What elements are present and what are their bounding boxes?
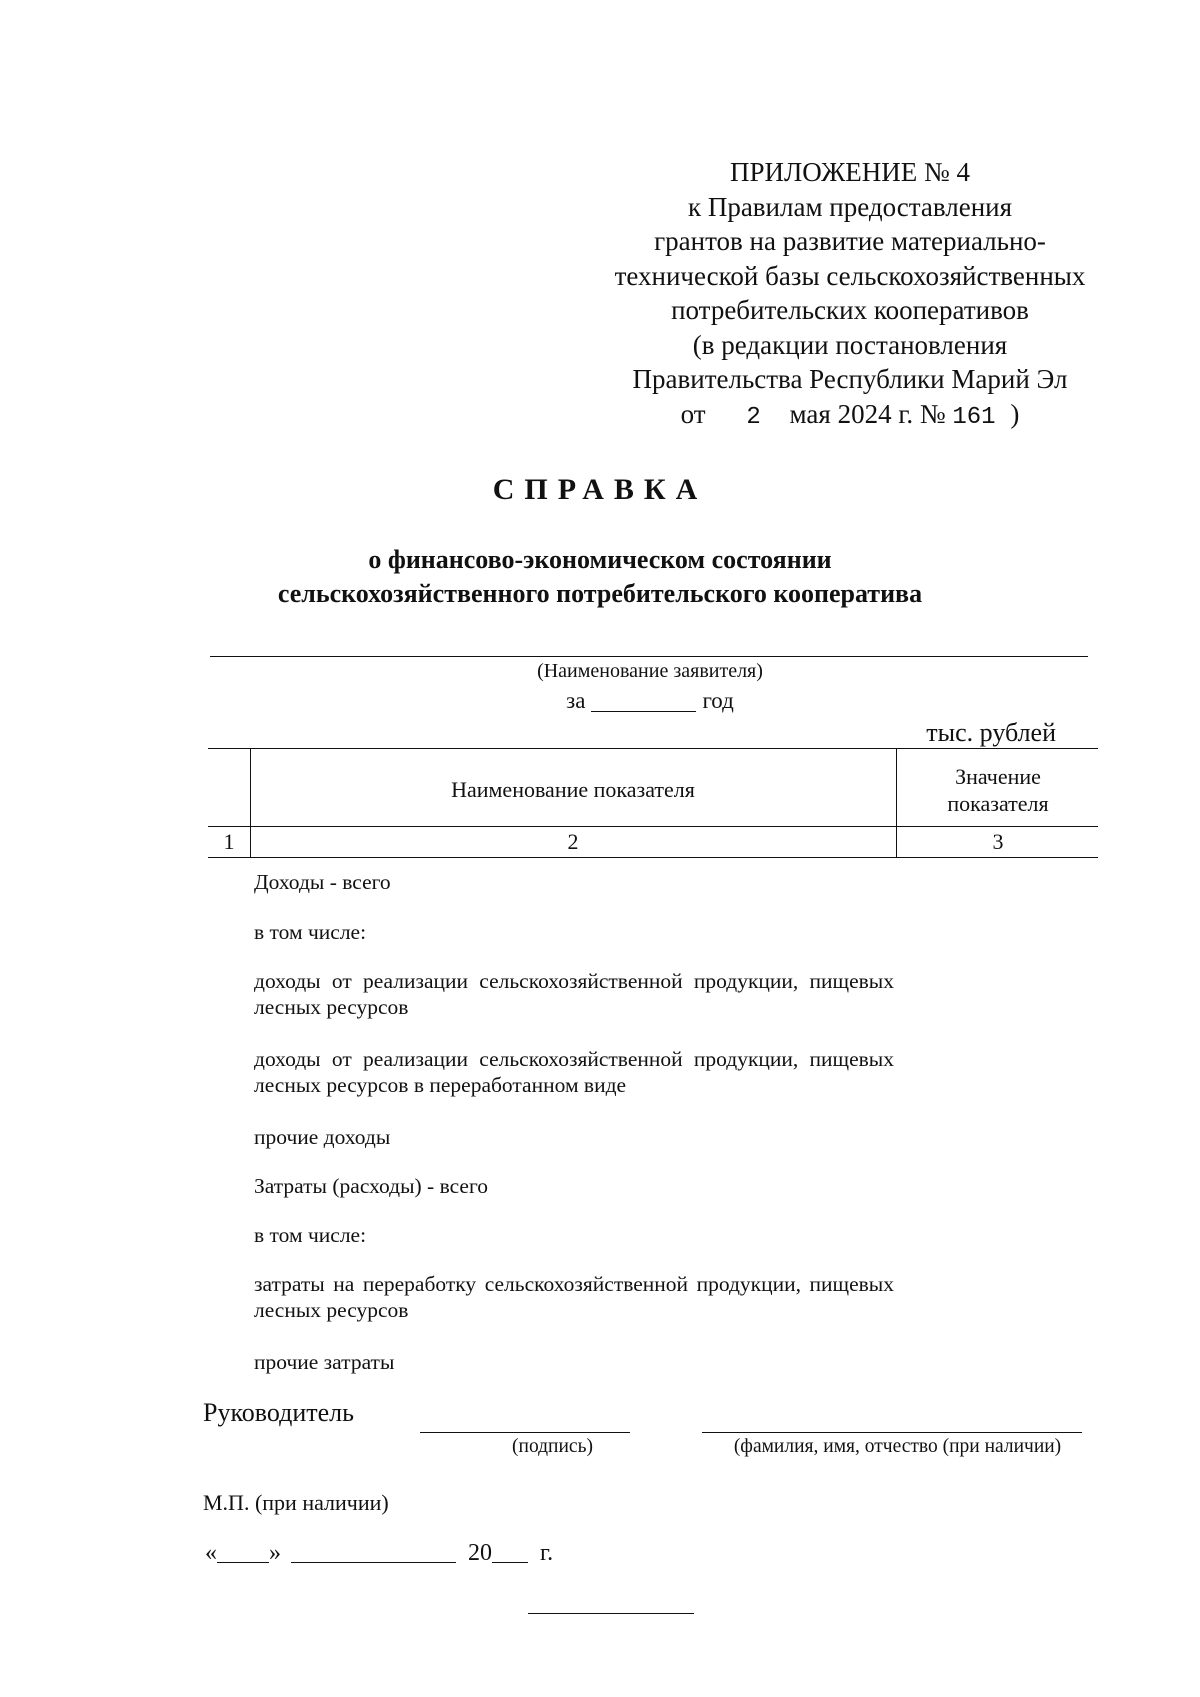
appendix-date-line <box>590 397 1110 436</box>
full-name-line[interactable] <box>702 1432 1082 1433</box>
table-row: прочие доходы <box>254 1125 391 1149</box>
document-subtitle <box>0 543 1200 611</box>
date-prefix: от <box>680 398 706 429</box>
table-row: Доходы - всего <box>254 870 391 894</box>
table-row: в том числе: <box>254 920 367 944</box>
open-quote: « <box>205 1540 217 1566</box>
applicant-name-line[interactable] <box>210 656 1088 657</box>
subtitle-line: сельскохозяйственного потребительского кооператива <box>277 579 923 608</box>
year-suffix: г. <box>540 1540 554 1566</box>
full-name-caption: (фамилия, имя, отчество (при наличии) <box>733 1436 1062 1457</box>
century: 20 <box>468 1540 492 1566</box>
date-day: 2 <box>746 403 761 431</box>
stamp-label: М.П. (при наличии) <box>203 1490 389 1515</box>
header-indicator-name: Наименование показателя <box>451 777 695 802</box>
appendix-line: (в редакции постановления <box>692 329 1008 360</box>
date-row <box>205 1540 553 1567</box>
table-numbers-border <box>208 857 1098 858</box>
table-row: доходы от реализации сельскохозяйственной продукции, пищевых лесных ресурсов <box>254 969 894 1019</box>
date-number: 161 <box>952 403 996 431</box>
year-blank-short[interactable] <box>492 1540 528 1563</box>
year-line <box>210 688 1090 714</box>
header-value-line: показателя <box>947 791 1049 816</box>
table-col-divider <box>896 748 897 858</box>
subtitle-line: о финансово-экономическом состоянии <box>368 545 832 574</box>
year-suffix: год <box>702 688 734 713</box>
close-quote: » <box>269 1540 281 1566</box>
table-row: Затраты (расходы) - всего <box>254 1174 489 1198</box>
column-number: 2 <box>567 829 579 854</box>
table-top-border <box>208 748 1098 749</box>
date-text: мая 2024 г. № <box>789 398 946 429</box>
applicant-caption: (Наименование заявителя) <box>537 660 763 682</box>
appendix-line: технической базы сельскохозяйственных <box>614 260 1086 291</box>
date-close: ) <box>1010 398 1020 429</box>
signature-line[interactable] <box>420 1432 630 1433</box>
year-blank[interactable] <box>591 689 696 712</box>
header-value-line: Значение <box>955 764 1041 789</box>
appendix-line: ПРИЛОЖЕНИЕ № 4 <box>729 157 971 187</box>
appendix-line: к Правилам предоставления <box>687 191 1013 222</box>
end-separator <box>528 1613 694 1614</box>
month-blank[interactable] <box>291 1540 456 1563</box>
head-label: Руководитель <box>203 1398 354 1427</box>
appendix-header <box>590 155 1110 435</box>
units-label: тыс. рублей <box>926 718 1056 747</box>
appendix-line: потребительских кооперативов <box>671 295 1029 325</box>
appendix-line: грантов на развитие материально- <box>654 226 1046 256</box>
year-prefix: за <box>566 688 586 713</box>
table-row: доходы от реализации сельскохозяйственной продукции, пищевых лесных ресурсов в переработанном виде <box>254 1047 894 1097</box>
table-row: прочие затраты <box>254 1350 395 1374</box>
signature-caption: (подпись) <box>512 1436 593 1457</box>
day-blank[interactable] <box>217 1540 269 1563</box>
table-col-divider <box>250 748 251 858</box>
column-number: 3 <box>992 829 1004 854</box>
document-title: СПРАВКА <box>492 473 708 506</box>
appendix-line: Правительства Республики Марий Эл <box>632 364 1068 394</box>
table-header-border <box>208 826 1098 827</box>
table-row: в том числе: <box>254 1223 367 1247</box>
table-row: затраты на переработку сельскохозяйственной продукции, пищевых лесных ресурсов <box>254 1272 894 1322</box>
header-indicator-value <box>898 763 1098 817</box>
column-number: 1 <box>223 829 235 854</box>
